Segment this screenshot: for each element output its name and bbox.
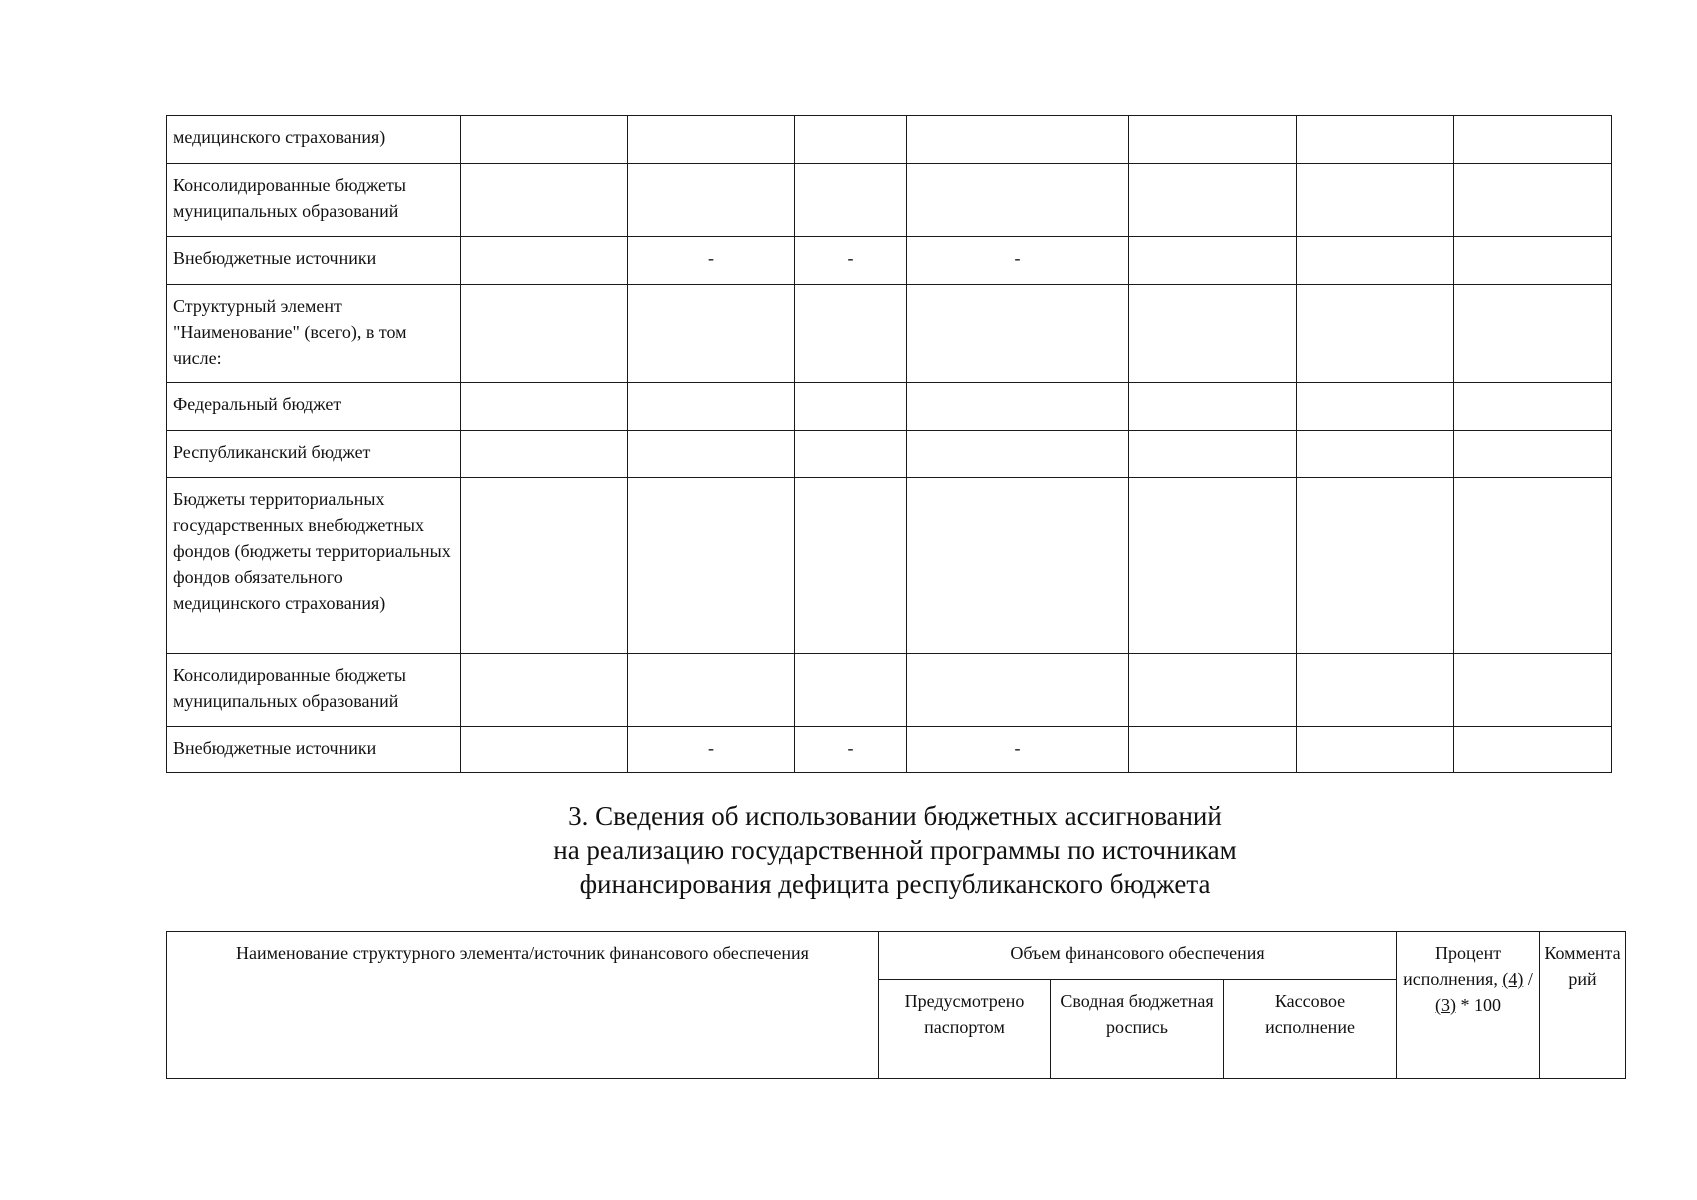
table-row [167, 654, 1612, 727]
row-label: Консолидированные бюджеты муниципальных образований [167, 654, 461, 727]
table-cell [1129, 285, 1297, 383]
header-summary: Сводная бюджетная роспись [1051, 980, 1224, 1079]
row-label: Республиканский бюджет [167, 431, 461, 478]
table-cell [907, 116, 1129, 164]
row-label: Внебюджетные источники [167, 727, 461, 773]
dash-cell: - [628, 237, 795, 285]
table-cell [461, 478, 628, 654]
table-cell [795, 431, 907, 478]
table-row [167, 727, 1612, 773]
table-cell [907, 164, 1129, 237]
table-cell [1297, 164, 1454, 237]
financing-sources-table [166, 931, 1626, 1079]
table-cell [461, 431, 628, 478]
ref-3-link[interactable]: (3) [1435, 995, 1457, 1015]
table-cell [628, 285, 795, 383]
section-title-line: финансирования дефицита республиканского бюджета [579, 869, 1211, 899]
table-cell [907, 431, 1129, 478]
table-row [167, 478, 1612, 654]
table-cell [1454, 654, 1612, 727]
table-row [167, 116, 1612, 164]
table-cell [795, 116, 907, 164]
header-percent-slash: / [1523, 969, 1533, 989]
table-cell [1129, 164, 1297, 237]
table-cell [1454, 478, 1612, 654]
table-cell [1454, 116, 1612, 164]
table-cell [1129, 727, 1297, 773]
row-label: Внебюджетные источники [167, 237, 461, 285]
table-cell [461, 237, 628, 285]
table-cell [628, 383, 795, 431]
table-cell [1454, 285, 1612, 383]
table-cell [795, 654, 907, 727]
header-percent [1397, 932, 1540, 1079]
table-cell [907, 654, 1129, 727]
table-cell [461, 727, 628, 773]
table-cell [1297, 383, 1454, 431]
table-cell [1297, 116, 1454, 164]
table-cell [1129, 654, 1297, 727]
header-name: Наименование структурного элемента/источник финансового обеспечения [167, 932, 879, 1079]
row-label: Бюджеты территориальных государственных внебюджетных фондов (бюджеты территориальных фондов обязательного медицинского страхования) [167, 478, 461, 654]
table-cell [628, 116, 795, 164]
table-cell [1297, 654, 1454, 727]
table-cell [795, 164, 907, 237]
table-cell [907, 478, 1129, 654]
dash-cell: - [907, 237, 1129, 285]
table-cell [1129, 478, 1297, 654]
table-cell [628, 654, 795, 727]
section-title-line: на реализацию государственной программы по источникам [553, 835, 1237, 865]
header-passport: Предусмотрено паспортом [879, 980, 1051, 1079]
table-cell [1454, 237, 1612, 285]
table-cell [795, 383, 907, 431]
table-cell [1297, 431, 1454, 478]
table-cell [1454, 727, 1612, 773]
table-cell [1454, 164, 1612, 237]
table-cell [461, 383, 628, 431]
table-cell [1297, 285, 1454, 383]
table-cell [907, 383, 1129, 431]
ref-4-link[interactable]: (4) [1502, 969, 1524, 989]
table-cell [461, 285, 628, 383]
header-percent-prefix: Процент исполнения, [1403, 943, 1503, 989]
table-cell [1129, 116, 1297, 164]
table-cell [628, 164, 795, 237]
table-cell [1454, 383, 1612, 431]
table-header-row [167, 932, 1626, 980]
table-cell [1454, 431, 1612, 478]
table-cell [628, 478, 795, 654]
table-cell [628, 431, 795, 478]
table-cell [1129, 383, 1297, 431]
row-label: Федеральный бюджет [167, 383, 461, 431]
dash-cell: - [628, 727, 795, 773]
table-cell [1297, 727, 1454, 773]
table-cell [1297, 237, 1454, 285]
table-row [167, 164, 1612, 237]
dash-cell: - [795, 727, 907, 773]
dash-cell: - [795, 237, 907, 285]
dash-cell: - [907, 727, 1129, 773]
table-cell [461, 116, 628, 164]
row-label: Консолидированные бюджеты муниципальных образований [167, 164, 461, 237]
table-cell [1297, 478, 1454, 654]
table-cell [1129, 431, 1297, 478]
budget-sources-table [166, 115, 1612, 773]
header-volume: Объем финансового обеспечения [879, 932, 1397, 980]
header-comment: Комментарий [1540, 932, 1626, 1079]
table-cell [795, 285, 907, 383]
table-row [167, 431, 1612, 478]
section-title-line: 3. Сведения об использовании бюджетных ассигнований [568, 801, 1222, 831]
table-cell [1129, 237, 1297, 285]
header-cash: Кассовое исполнение [1224, 980, 1397, 1079]
table-cell [461, 164, 628, 237]
table-cell [461, 654, 628, 727]
table-row [167, 237, 1612, 285]
table-cell [907, 285, 1129, 383]
table-cell [795, 478, 907, 654]
section-title [0, 799, 1697, 901]
table-row [167, 285, 1612, 383]
row-label: Структурный элемент "Наименование" (всего), в том числе: [167, 285, 461, 383]
row-label: медицинского страхования) [167, 116, 461, 164]
header-percent-suffix: * 100 [1456, 995, 1502, 1015]
table-row [167, 383, 1612, 431]
